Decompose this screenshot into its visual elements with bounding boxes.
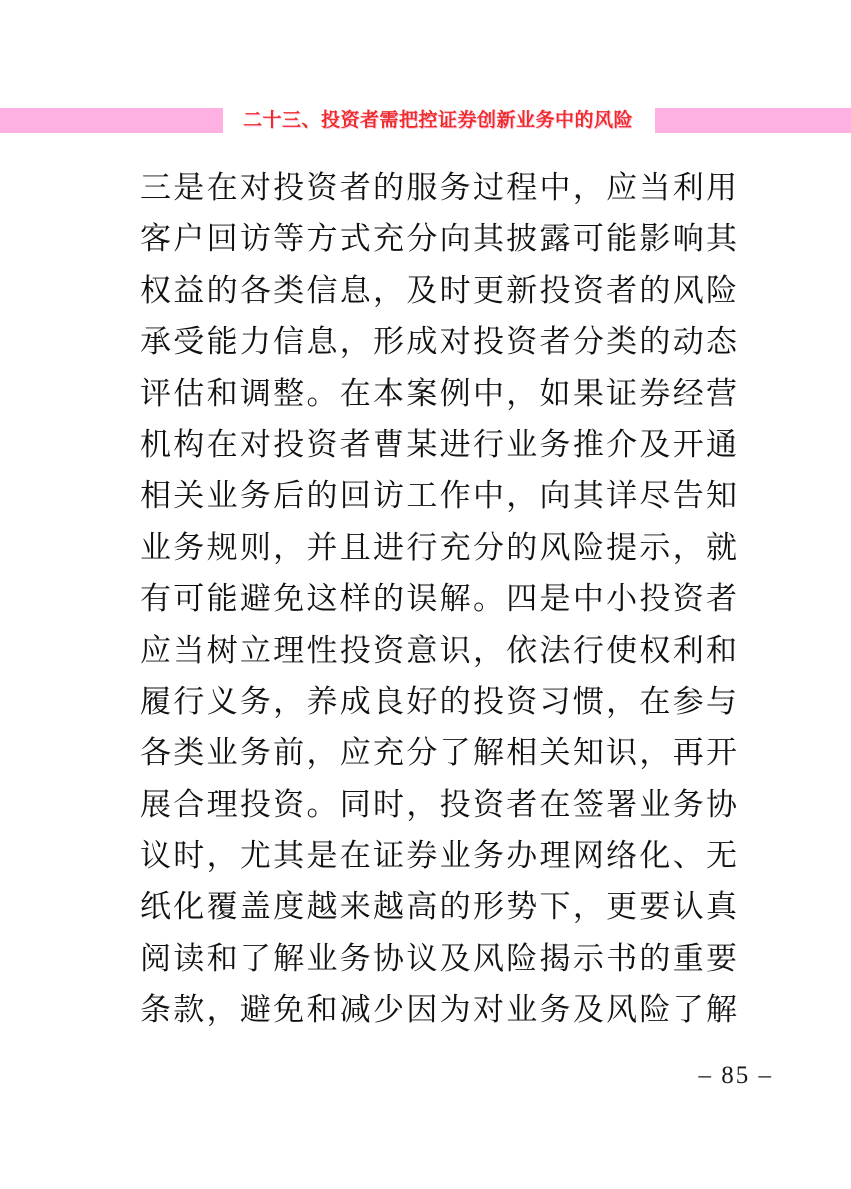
body-line: 议时，尤其是在证券业务办理网络化、无 (140, 838, 737, 874)
body-line: 展合理投资。同时，投资者在签署业务协 (140, 786, 737, 822)
body-line: 应当树立理性投资意识，依法行使权利和 (140, 632, 737, 668)
body-line: 条款，避免和减少因为对业务及风险了解 (140, 992, 737, 1028)
body-line: 各类业务前，应充分了解相关知识，再开 (140, 735, 737, 771)
body-line: 相关业务后的回访工作中，向其详尽告知 (140, 478, 737, 514)
body-line: 三是在对投资者的服务过程中，应当利用 (140, 170, 737, 205)
body-line: 纸化覆盖度越来越高的形势下，更要认真 (140, 889, 737, 925)
header-bar-right (655, 108, 851, 133)
body-line: 机构在对投资者曹某进行业务推介及开通 (140, 426, 737, 462)
body-text-block (140, 162, 737, 1036)
body-line: 业务规则，并且进行充分的风险提示，就 (140, 529, 737, 565)
header-bar-left (0, 108, 223, 133)
body-line: 履行义务，养成良好的投资习惯，在参与 (140, 683, 737, 719)
body-line: 客户回访等方式充分向其披露可能影响其 (140, 221, 737, 257)
chapter-header (0, 108, 851, 133)
body-line: 阅读和了解业务协议及风险揭示书的重要 (140, 940, 737, 976)
body-line: 权益的各类信息，及时更新投资者的风险 (140, 272, 737, 308)
body-line: 评估和调整。在本案例中，如果证券经营 (140, 375, 737, 411)
body-line: 承受能力信息，形成对投资者分类的动态 (140, 324, 737, 360)
body-line: 有可能避免这样的误解。四是中小投资者 (140, 581, 737, 617)
chapter-title: 二十三、投资者需把控证券创新业务中的风险 (243, 110, 634, 131)
page-number: – 85 – (698, 1062, 773, 1089)
